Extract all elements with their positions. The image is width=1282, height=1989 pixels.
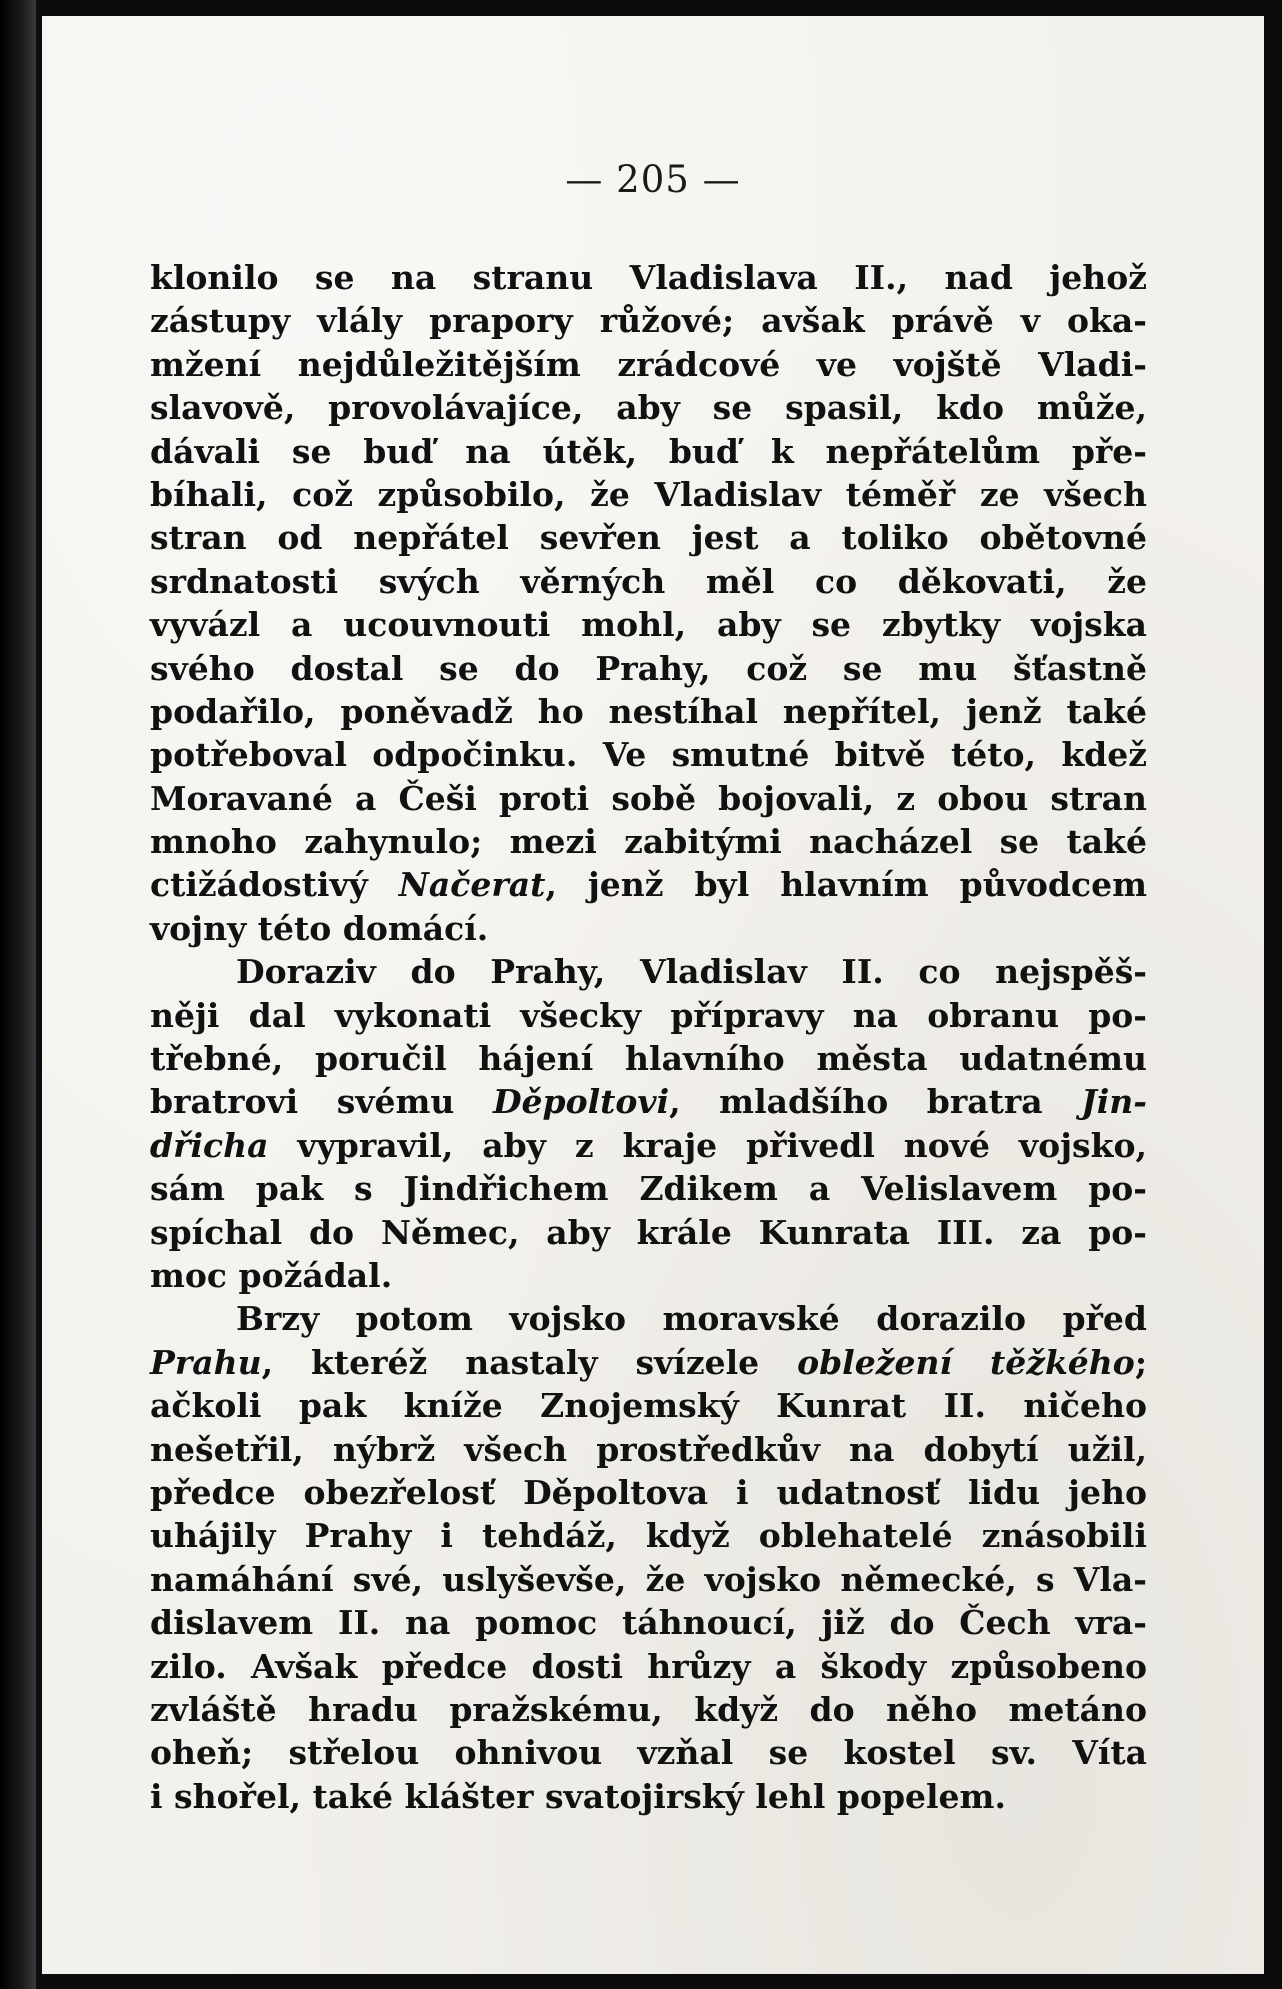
text-line: vojny této domácí. — [150, 908, 489, 948]
text-line: spíchal do Němec, aby krále Kunrata III. za po- — [150, 1212, 1147, 1252]
body-text — [150, 256, 1147, 1818]
text-line: Moravané a Češi proti sobě bojovali, z obou stran — [150, 778, 1147, 818]
text-line: uhájily Prahy i tehdáž, když oblehatelé znásobili — [150, 1516, 1147, 1556]
text-line: něji dal vykonati všecky přípravy na obranu po- — [150, 995, 1147, 1035]
text-line: nešetřil, nýbrž všech prostředkův na dobytí užil, — [150, 1429, 1147, 1469]
text-line: bíhali, což způsobilo, že Vladislav téměř ze všech — [150, 474, 1147, 514]
text-line: srdnatosti svých věrných měl co děkovati, že — [150, 561, 1147, 601]
italic-text: Načerat — [398, 865, 546, 905]
text-line: zástupy vlály prapory růžové; avšak právě v oka- — [150, 301, 1147, 341]
text-line: Prahu, kteréž nastaly svízele obležení těžkého; — [150, 1342, 1147, 1382]
page-number: — 205 — — [565, 158, 741, 201]
text-line: dávali se buď na útěk, buď k nepřátelům pře- — [150, 431, 1147, 471]
book-page — [42, 16, 1264, 1974]
text-line: Brzy potom vojsko moravské dorazilo před — [236, 1299, 1147, 1339]
text-line: moc požádal. — [150, 1255, 393, 1295]
italic-text: Děpoltovi — [492, 1082, 670, 1122]
text-line: zilo. Avšak předce dosti hrůzy a škody způsobeno — [150, 1646, 1147, 1686]
text-line: dřicha vypravil, aby z kraje přivedl nové vojsko, — [150, 1125, 1147, 1165]
text-line: mžení nejdůležitějším zrádcové ve vojště Vladi- — [150, 344, 1147, 384]
text-line: potřeboval odpočinku. Ve smutné bitvě této, kdež — [150, 735, 1147, 775]
text-line: svého dostal se do Prahy, což se mu šťastně — [150, 648, 1147, 688]
text-line: třebné, poručil hájení hlavního města udatnému — [150, 1039, 1147, 1079]
text-line: vyvázl a ucouvnouti mohl, aby se zbytky vojska — [150, 605, 1147, 645]
text-line: sám pak s Jindřichem Zdikem a Velislavem po- — [150, 1169, 1147, 1209]
italic-text: Prahu — [150, 1342, 262, 1382]
italic-text: Jin- — [1081, 1082, 1147, 1122]
text-line: namáhání své, uslyševše, že vojsko německé, s Vla- — [150, 1559, 1147, 1599]
italic-text: dřicha — [150, 1125, 269, 1165]
text-line: ačkoli pak kníže Znojemský Kunrat II. ničeho — [150, 1386, 1147, 1426]
text-line: mnoho zahynulo; mezi zabitými nacházel se také — [150, 822, 1147, 862]
text-line: klonilo se na stranu Vladislava II., nad jehož — [150, 258, 1147, 297]
text-line: stran od nepřátel sevřen jest a toliko obětovné — [150, 518, 1147, 558]
text-line: ctižádostivý Načerat, jenž byl hlavním původcem — [150, 865, 1148, 905]
text-line: slavově, provolávajíce, aby se spasil, kdo může, — [150, 388, 1147, 428]
text-line: bratrovi svému Děpoltovi, mladšího bratra Jin- — [150, 1082, 1147, 1122]
italic-text: obležení těžkého — [797, 1342, 1135, 1382]
text-line: i shořel, také klášter svatojirský lehl popelem. — [150, 1776, 1006, 1816]
paragraph — [150, 950, 1147, 1297]
paragraph — [150, 256, 1147, 950]
text-line: podařilo, poněvadž ho nestíhal nepřítel, jenž také — [150, 691, 1147, 731]
text-line: Doraziv do Prahy, Vladislav II. co nejspěš- — [236, 952, 1147, 992]
text-line: dislavem II. na pomoc táhnoucí, již do Čech vra- — [150, 1603, 1147, 1643]
text-line: předce obezřelosť Děpoltova i udatnosť lidu jeho — [150, 1472, 1147, 1512]
text-line: zvláště hradu pražskému, když do něho metáno — [150, 1689, 1147, 1729]
page-edge-shadow — [0, 0, 36, 1989]
paragraph — [150, 1297, 1147, 1818]
text-line: oheň; střelou ohnivou vzňal se kostel sv. Víta — [150, 1733, 1147, 1773]
